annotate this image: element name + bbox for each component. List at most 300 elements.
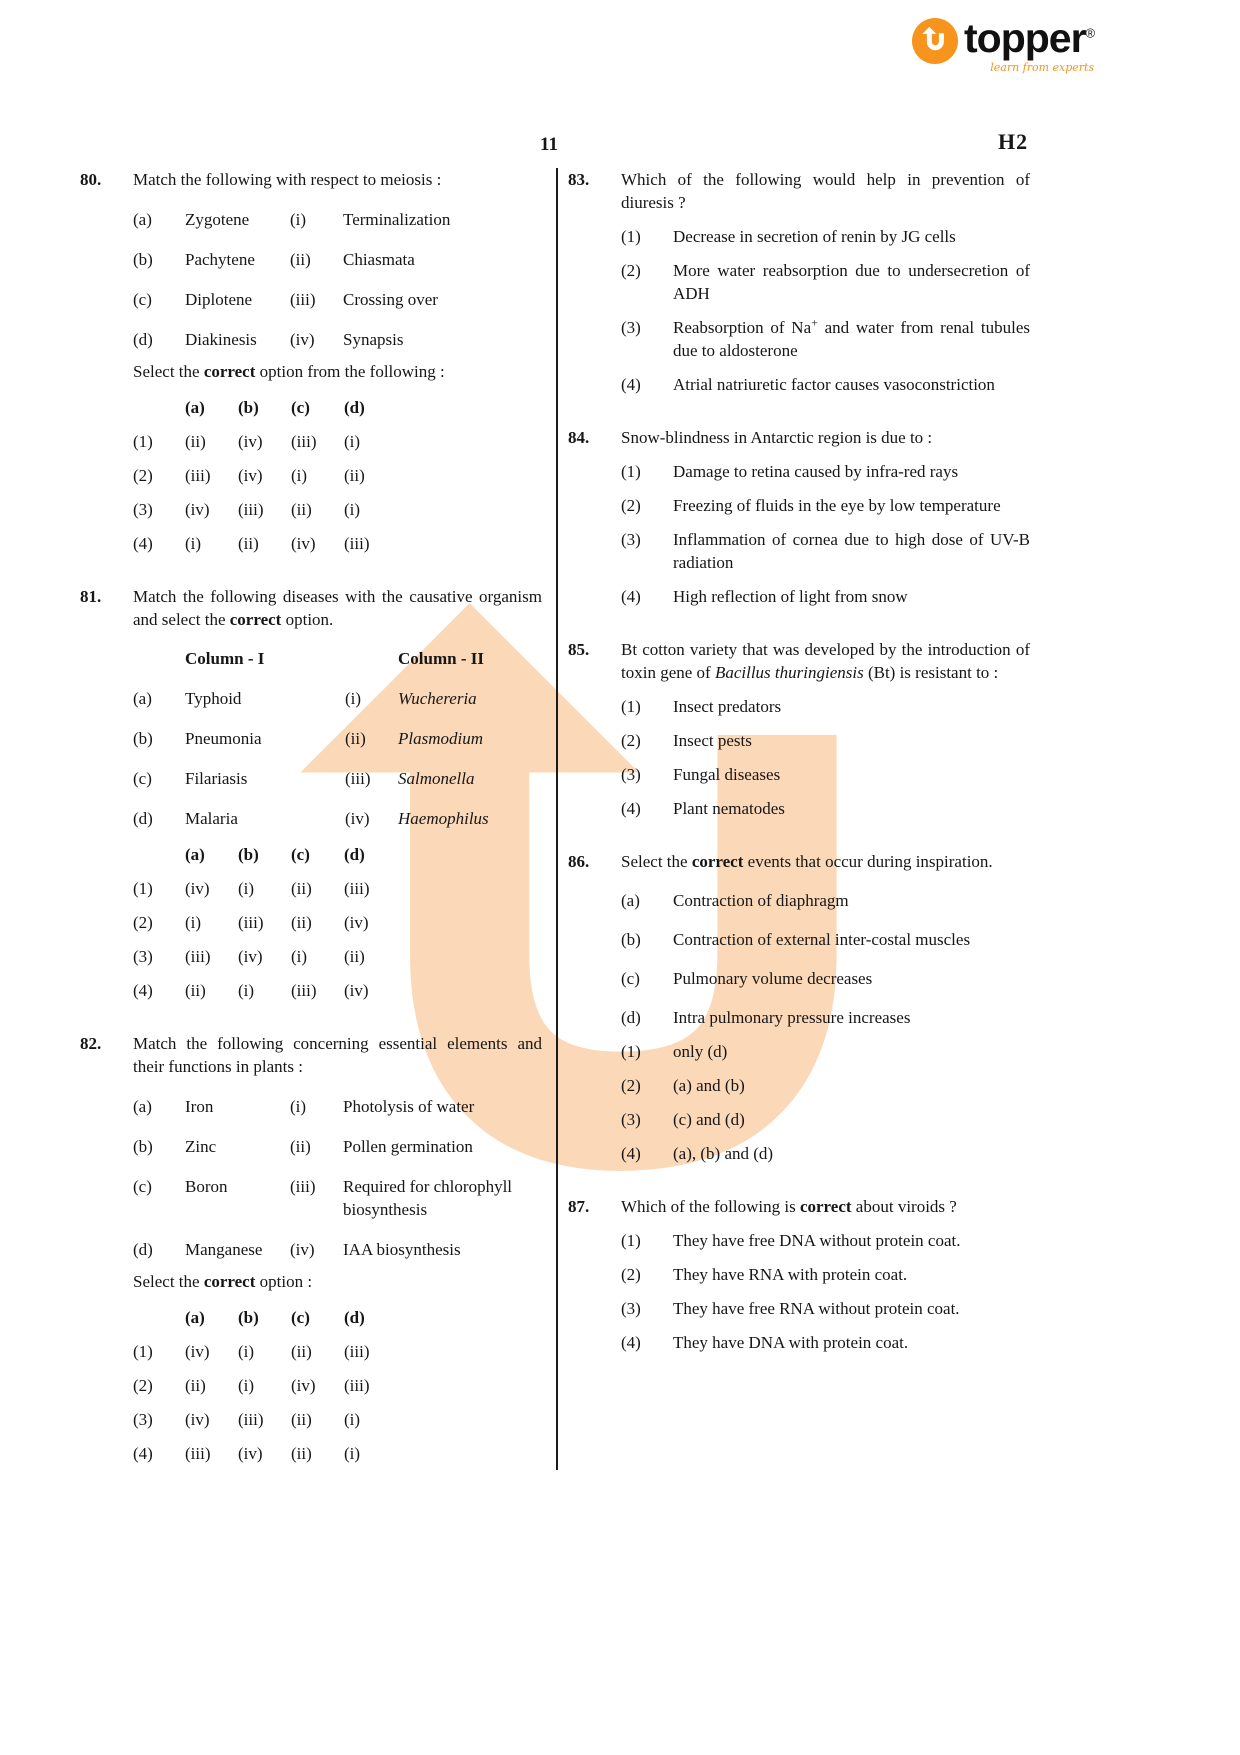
option-label: (4) — [621, 1333, 641, 1352]
grid-spacer — [133, 1306, 185, 1329]
option-row — [621, 1297, 1030, 1320]
grid-cell: (i) — [238, 981, 255, 1000]
option-row — [621, 259, 1030, 305]
option-text — [673, 373, 1030, 396]
option-text — [673, 1108, 1030, 1131]
option-text — [673, 1331, 1030, 1354]
question-stem — [621, 1195, 1030, 1218]
match-row — [133, 1135, 542, 1158]
text-segment: correct — [203, 1272, 256, 1291]
match-row — [133, 1095, 542, 1118]
option-label: (4) — [621, 799, 641, 818]
topper-logo — [912, 16, 1094, 79]
grid-cell: (iii) — [238, 913, 264, 932]
option-label: (4) — [621, 1144, 641, 1163]
text-segment: Match the following diseases with the causative organism and select the — [133, 587, 542, 629]
match-option-label: (iii) — [345, 769, 371, 788]
option-row — [621, 1006, 1030, 1029]
grid-header-cell: (a) — [185, 1308, 205, 1327]
option-text — [673, 1142, 1030, 1165]
grid-cell: (ii) — [344, 466, 365, 485]
question-body — [133, 1032, 542, 1465]
question-number: 81. — [80, 587, 102, 606]
option-text — [673, 967, 1030, 990]
match-option-text — [398, 807, 542, 830]
answer-grid — [133, 1306, 542, 1465]
option-text — [673, 1074, 1030, 1097]
registered-mark: ® — [1085, 25, 1095, 41]
grid-row-label: (2) — [133, 466, 153, 485]
text-segment: only (d) — [673, 1042, 728, 1061]
grid-row-label: (2) — [133, 913, 153, 932]
match-item-text — [185, 248, 290, 271]
match-row — [133, 1175, 542, 1221]
text-segment: about viroids ? — [851, 1197, 957, 1216]
grid-cell: (ii) — [291, 500, 312, 519]
match-option-text — [398, 687, 542, 710]
text-segment: (c) and (d) — [673, 1110, 745, 1129]
match-option-label: (iii) — [290, 290, 316, 309]
option-text — [673, 225, 1030, 248]
grid-cell: (i) — [291, 947, 308, 966]
answer-grid-row — [133, 430, 542, 453]
text-segment: Crossing over — [343, 290, 438, 309]
option-label: (1) — [621, 462, 641, 481]
grid-cell: (iii) — [344, 534, 370, 553]
option-label: (3) — [621, 1299, 641, 1318]
match-option-text — [343, 288, 542, 311]
text-segment: Wuchereria — [398, 689, 477, 708]
grid-row-label: (3) — [133, 1410, 153, 1429]
option-row — [621, 585, 1030, 608]
question-stem — [133, 1032, 542, 1078]
option-label: (d) — [621, 1008, 641, 1027]
grid-row-label: (1) — [133, 1342, 153, 1361]
text-segment: Filariasis — [185, 769, 248, 788]
option-text — [673, 1263, 1030, 1286]
match-item-text — [185, 288, 290, 311]
text-segment: Match the following with respect to meiosis : — [133, 170, 442, 189]
grid-cell: (ii) — [291, 879, 312, 898]
text-segment: Insect predators — [673, 697, 782, 716]
match-item-text — [185, 1175, 290, 1221]
option-row — [621, 373, 1030, 396]
match-option-text — [343, 1135, 542, 1158]
brand-tagline: learn from experts — [990, 61, 1095, 74]
grid-cell: (iii) — [344, 1376, 370, 1395]
text-segment: Which of the following would help in prevention of diuresis ? — [621, 170, 1030, 212]
match-item-label: (a) — [133, 210, 152, 229]
text-segment: correct — [203, 362, 256, 381]
text-segment: Boron — [185, 1177, 228, 1196]
text-segment: Decrease in secretion of renin by JG cells — [673, 227, 956, 246]
grid-cell: (iii) — [185, 466, 211, 485]
option-row — [621, 1108, 1030, 1131]
grid-cell: (iii) — [238, 500, 264, 519]
grid-cell: (iii) — [344, 1342, 370, 1361]
option-text — [673, 729, 1030, 752]
question-body — [621, 426, 1030, 608]
match-option-text — [343, 1238, 542, 1261]
grid-cell: (iii) — [185, 947, 211, 966]
paper-code: H2 — [998, 129, 1029, 154]
grid-cell: (ii) — [291, 1444, 312, 1463]
match-item-text — [185, 687, 345, 710]
grid-cell: (iv) — [291, 1376, 316, 1395]
text-segment: option. — [281, 610, 334, 629]
grid-cell: (ii) — [238, 534, 259, 553]
grid-spacer — [133, 843, 185, 866]
option-label: (1) — [621, 1042, 641, 1061]
text-segment: Bt cotton variety that was developed by the introduction of toxin gene of — [621, 640, 1030, 682]
match-row — [133, 1238, 542, 1261]
text-segment: Reabsorption of Na — [673, 318, 812, 337]
question-stem — [621, 168, 1030, 214]
text-segment: Typhoid — [185, 689, 242, 708]
match-row — [133, 687, 542, 710]
match-option-label: (i) — [345, 689, 362, 708]
match-option-label: (iii) — [290, 1177, 316, 1196]
text-segment: Select the — [621, 852, 692, 871]
question-number: 80. — [80, 170, 102, 189]
option-label: (2) — [621, 1076, 641, 1095]
answer-grid-header — [133, 843, 542, 866]
question-stem — [621, 638, 1030, 684]
answer-grid-row — [133, 1374, 542, 1397]
option-text — [673, 695, 1030, 718]
match-item-label: (c) — [133, 1177, 152, 1196]
option-label: (a) — [621, 891, 640, 910]
question — [80, 168, 542, 555]
option-row — [621, 928, 1030, 951]
match-item-text — [185, 208, 290, 231]
answer-grid-row — [133, 498, 542, 521]
grid-header-cell: (b) — [238, 845, 259, 864]
text-segment: Malaria — [185, 809, 238, 828]
match-option-label: (ii) — [290, 1137, 311, 1156]
question-number: 84. — [568, 428, 590, 447]
option-label: (2) — [621, 261, 641, 280]
grid-cell: (ii) — [344, 947, 365, 966]
question — [568, 850, 1030, 1165]
match-row — [133, 248, 542, 271]
grid-header-cell: (a) — [185, 398, 205, 417]
match-column-headers — [133, 647, 542, 670]
match-row — [133, 288, 542, 311]
match-option-label: (iv) — [290, 1240, 315, 1259]
grid-cell: (iv) — [238, 466, 263, 485]
answer-grid-row — [133, 911, 542, 934]
answer-grid-row — [133, 945, 542, 968]
text-segment: Haemophilus — [398, 809, 489, 828]
option-label: (2) — [621, 731, 641, 750]
question-body — [621, 850, 1030, 1165]
text-segment: High reflection of light from snow — [673, 587, 908, 606]
match-item-label: (d) — [133, 330, 153, 349]
grid-row-label: (4) — [133, 981, 153, 1000]
match-option-text — [398, 727, 542, 750]
text-segment: (Bt) is resistant to : — [863, 663, 999, 682]
match-option-text — [343, 328, 542, 351]
option-row — [621, 797, 1030, 820]
answer-grid-header — [133, 396, 542, 419]
option-row — [621, 763, 1030, 786]
question-number: 87. — [568, 1197, 590, 1216]
grid-header-cell: (c) — [291, 845, 310, 864]
text-segment: Pollen germination — [343, 1137, 473, 1156]
match-item-text — [185, 807, 345, 830]
option-text — [673, 494, 1030, 517]
text-segment: Select the — [133, 1272, 204, 1291]
text-segment: Fungal diseases — [673, 765, 781, 784]
column-divider — [556, 168, 558, 1470]
column-2-header: Column - II — [398, 649, 484, 668]
text-segment: Insect pests — [673, 731, 752, 750]
grid-header-cell: (a) — [185, 845, 205, 864]
match-item-text — [185, 1095, 290, 1118]
answer-grid — [133, 396, 542, 555]
text-segment: They have RNA with protein coat. — [673, 1265, 908, 1284]
option-row — [621, 1331, 1030, 1354]
question-body — [133, 585, 542, 1002]
question — [80, 1032, 542, 1465]
answer-grid-row — [133, 464, 542, 487]
match-item-label: (b) — [133, 250, 153, 269]
match-item-text — [185, 328, 290, 351]
question-number: 85. — [568, 640, 590, 659]
match-item-text — [185, 727, 345, 750]
text-segment: Chiasmata — [343, 250, 415, 269]
grid-cell: (ii) — [185, 432, 206, 451]
text-segment: Snow-blindness in Antarctic region is due to : — [621, 428, 933, 447]
match-option-label: (iv) — [290, 330, 315, 349]
option-text — [673, 528, 1030, 574]
grid-cell: (iv) — [238, 947, 263, 966]
topper-u-arrow-icon — [918, 24, 952, 58]
grid-spacer — [133, 396, 185, 419]
grid-row-label: (3) — [133, 500, 153, 519]
grid-row-label: (4) — [133, 534, 153, 553]
column-right — [568, 168, 1030, 1384]
question — [80, 585, 542, 1002]
question-body — [621, 638, 1030, 820]
grid-header-cell: (c) — [291, 1308, 310, 1327]
question-body — [621, 168, 1030, 396]
grid-cell: (i) — [238, 879, 255, 898]
topper-logo-icon — [912, 18, 958, 64]
grid-header-cell: (b) — [238, 398, 259, 417]
question-stem — [621, 850, 1030, 873]
question — [568, 168, 1030, 396]
match-item-label: (d) — [133, 809, 153, 828]
text-segment: correct — [691, 852, 744, 871]
option-row — [621, 528, 1030, 574]
grid-cell: (iv) — [185, 1342, 210, 1361]
question-body — [133, 168, 542, 555]
text-segment: (a), (b) and (d) — [673, 1144, 774, 1163]
question-stem — [621, 426, 1030, 449]
text-segment: Diplotene — [185, 290, 253, 309]
text-segment: IAA biosynthesis — [343, 1240, 461, 1259]
question-number: 83. — [568, 170, 590, 189]
match-option-text — [343, 248, 542, 271]
option-row — [621, 225, 1030, 248]
text-segment: Required for chlorophyll biosynthesis — [343, 1177, 513, 1219]
option-text — [673, 460, 1030, 483]
option-label: (4) — [621, 587, 641, 606]
grid-header-cell: (d) — [344, 845, 365, 864]
match-row — [133, 328, 542, 351]
text-segment: Bacillus thuringiensis — [714, 663, 864, 682]
column-left — [80, 168, 542, 1495]
option-row — [621, 729, 1030, 752]
options-block — [621, 889, 1030, 1165]
option-row — [621, 695, 1030, 718]
grid-header-cell: (c) — [291, 398, 310, 417]
options-block — [621, 225, 1030, 396]
match-block — [133, 1095, 542, 1261]
text-segment: Which of the following is — [621, 1197, 800, 1216]
option-label: (c) — [621, 969, 640, 988]
grid-cell: (ii) — [185, 981, 206, 1000]
grid-cell: (iii) — [291, 981, 317, 1000]
question — [568, 1195, 1030, 1354]
match-item-label: (c) — [133, 290, 152, 309]
answer-grid-row — [133, 1442, 542, 1465]
match-row — [133, 767, 542, 790]
text-segment: and water from renal tubules due to aldosterone — [673, 318, 1030, 360]
match-item-label: (b) — [133, 729, 153, 748]
options-block — [621, 1229, 1030, 1354]
text-segment: Atrial natriuretic factor causes vasoconstriction — [673, 375, 995, 394]
brand-name: topper — [964, 15, 1086, 61]
answer-grid-row — [133, 532, 542, 555]
text-segment: Freezing of fluids in the eye by low temperature — [673, 496, 1001, 515]
grid-row-label: (2) — [133, 1376, 153, 1395]
match-option-label: (ii) — [290, 250, 311, 269]
option-label: (b) — [621, 930, 641, 949]
match-row — [133, 727, 542, 750]
grid-cell: (i) — [185, 534, 202, 553]
option-row — [621, 1040, 1030, 1063]
grid-cell: (iv) — [238, 432, 263, 451]
text-segment: Pulmonary volume decreases — [673, 969, 873, 988]
grid-cell: (iii) — [238, 1410, 264, 1429]
grid-cell: (iii) — [344, 879, 370, 898]
grid-cell: (i) — [344, 1410, 361, 1429]
option-row — [621, 1142, 1030, 1165]
text-segment: Iron — [185, 1097, 214, 1116]
match-item-text — [185, 767, 345, 790]
option-row — [621, 1074, 1030, 1097]
match-option-label: (i) — [290, 1097, 307, 1116]
grid-cell: (iv) — [185, 1410, 210, 1429]
text-segment: Intra pulmonary pressure increases — [673, 1008, 911, 1027]
option-text — [673, 928, 1030, 951]
text-segment: Salmonella — [398, 769, 475, 788]
text-segment: Diakinesis — [185, 330, 257, 349]
grid-cell: (ii) — [185, 1376, 206, 1395]
option-label: (2) — [621, 1265, 641, 1284]
option-row — [621, 1229, 1030, 1252]
answer-grid — [133, 843, 542, 1002]
match-item-label: (a) — [133, 1097, 152, 1116]
question-stem — [133, 585, 542, 631]
column-1-header: Column - I — [185, 649, 265, 668]
options-block — [621, 695, 1030, 820]
instruction-text — [133, 1270, 542, 1293]
option-label: (1) — [621, 227, 641, 246]
option-text — [673, 797, 1030, 820]
grid-cell: (i) — [238, 1376, 255, 1395]
match-item-label: (b) — [133, 1137, 153, 1156]
text-segment: Synapsis — [343, 330, 404, 349]
brand-text — [964, 16, 1094, 79]
grid-header-cell: (b) — [238, 1308, 259, 1327]
match-item-label: (c) — [133, 769, 152, 788]
question — [568, 638, 1030, 820]
grid-cell: (iv) — [185, 500, 210, 519]
answer-grid-row — [133, 1408, 542, 1431]
option-label: (3) — [621, 765, 641, 784]
question-number: 82. — [80, 1034, 102, 1053]
option-text — [673, 1006, 1030, 1029]
text-segment: + — [811, 315, 818, 330]
text-segment: Contraction of diaphragm — [673, 891, 849, 910]
option-text — [673, 763, 1030, 786]
grid-cell: (iv) — [238, 1444, 263, 1463]
match-option-text — [343, 208, 542, 231]
match-item-text — [185, 1135, 290, 1158]
grid-cell: (iii) — [291, 432, 317, 451]
match-block — [133, 208, 542, 351]
option-label: (3) — [621, 530, 641, 549]
text-segment: Manganese — [185, 1240, 263, 1259]
text-segment: (a) and (b) — [673, 1076, 745, 1095]
text-segment: Plant nematodes — [673, 799, 785, 818]
grid-cell: (ii) — [291, 1410, 312, 1429]
options-block — [621, 460, 1030, 608]
option-label: (1) — [621, 1231, 641, 1250]
option-text — [673, 316, 1030, 362]
text-segment: Damage to retina caused by infra-red rays — [673, 462, 959, 481]
option-row — [621, 494, 1030, 517]
text-segment: Zygotene — [185, 210, 250, 229]
grid-header-cell: (d) — [344, 1308, 365, 1327]
answer-grid-row — [133, 877, 542, 900]
match-option-label: (iv) — [345, 809, 370, 828]
brand-name-row — [964, 16, 1094, 60]
page-number: 11 — [540, 134, 558, 155]
match-option-label: (ii) — [345, 729, 366, 748]
option-text — [673, 585, 1030, 608]
match-option-text — [343, 1095, 542, 1118]
option-text — [673, 889, 1030, 912]
answer-grid-row — [133, 979, 542, 1002]
match-item-text — [185, 1238, 290, 1261]
match-row — [133, 807, 542, 830]
option-label: (3) — [621, 318, 641, 337]
question-body — [621, 1195, 1030, 1354]
grid-cell: (ii) — [291, 913, 312, 932]
grid-cell: (i) — [344, 500, 361, 519]
text-segment: Pneumonia — [185, 729, 262, 748]
grid-cell: (i) — [238, 1342, 255, 1361]
grid-cell: (i) — [185, 913, 202, 932]
grid-cell: (i) — [344, 1444, 361, 1463]
match-row — [133, 208, 542, 231]
text-segment: events that occur during inspiration. — [743, 852, 993, 871]
